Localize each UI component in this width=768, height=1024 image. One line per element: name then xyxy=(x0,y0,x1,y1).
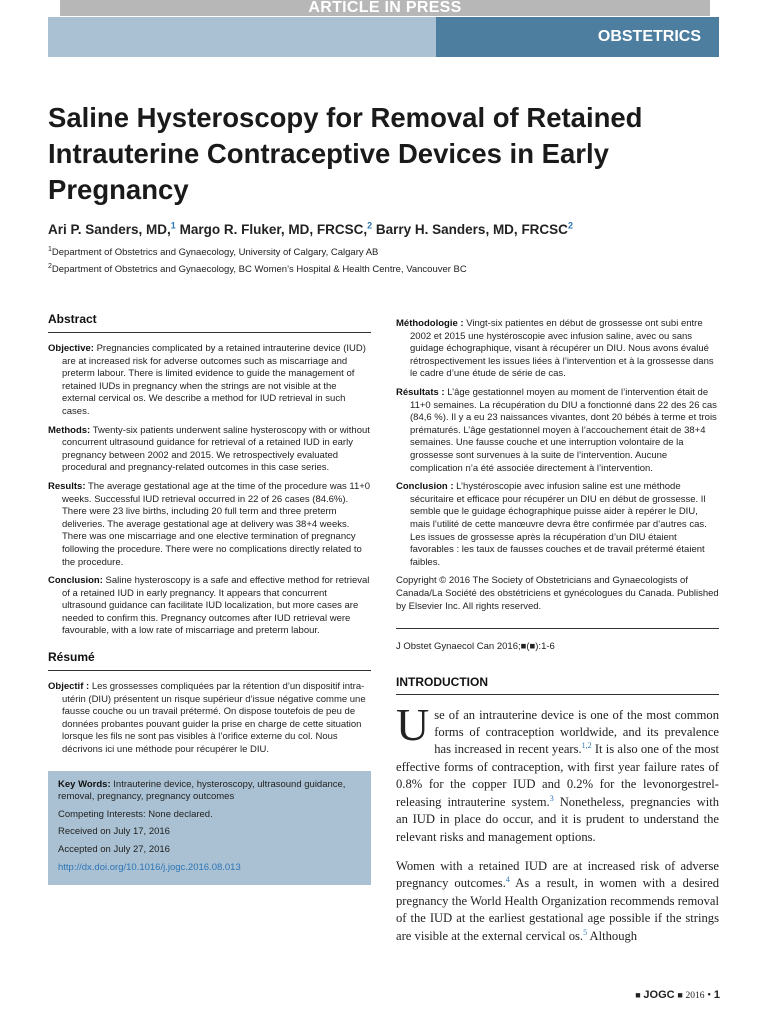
affiliation-text: Department of Obstetrics and Gynaecology, BC Women’s Hospital & Health Centre, Vancouver BC xyxy=(51,264,467,275)
intro-text: As a result, in women with a desired pregnancy the World Health Organization recommends removal of the IUD at the earliest gestational age possible if the strings are visible at the external cervical os. xyxy=(396,876,720,943)
paragraph-label: Conclusion: xyxy=(48,575,103,587)
page-footer xyxy=(635,989,720,1001)
drop-cap: U xyxy=(396,698,430,750)
copyright-notice: Copyright © 2016 The Society of Obstetricians and Gynaecologists of Canada/La Société des obstétriciens et gynécologues du Canada. Published by Elsevier Inc. All rights reserved. xyxy=(396,575,719,612)
footer-bullet: • xyxy=(707,989,712,1001)
divider xyxy=(396,628,719,629)
footer-square: ■ xyxy=(677,990,683,1000)
abstract-methods xyxy=(48,425,371,475)
journal-abbrev: JOGC xyxy=(643,989,675,1001)
affiliation-2 xyxy=(48,264,718,275)
affiliation-marker: 2 xyxy=(367,220,373,231)
paragraph-label: Methods: xyxy=(48,424,91,436)
paragraph-label: Objective: xyxy=(48,343,94,354)
paragraph-label: Objectif : xyxy=(48,681,90,693)
section-label: OBSTETRICS xyxy=(436,17,719,57)
paragraph-label: Results: xyxy=(48,480,86,492)
affiliation-marker: 2 xyxy=(567,220,573,231)
page-number: 1 xyxy=(713,989,720,1001)
footer-year: 2016 xyxy=(685,991,705,1001)
affiliation-marker: 1 xyxy=(170,220,176,231)
citation-ref[interactable]: 5 xyxy=(583,927,588,937)
paragraph-label: Conclusion : xyxy=(396,481,454,493)
resume-heading: Résumé xyxy=(48,650,371,671)
keywords-text: Intrauterine device, hysteroscopy, ultrasound guidance, removal, pregnancy, pregnancy outcomes xyxy=(58,778,346,803)
paragraph-text: Saline hysteroscopy is a safe and effective method for retrieval of a retained IUD in early pregnancy. It appears that concurrent ultrasound guidance can facilitate IUD localization, but more cases are needed to confirm this. Pregnancy outcomes after IUD retrieval were favourable, with a low rate of miscarriage and preterm labour. xyxy=(62,575,370,637)
intro-paragraph-1 xyxy=(396,698,719,846)
author-name: Margo R. Fluker, MD, FRCSC, xyxy=(179,222,368,237)
abstract-results xyxy=(48,481,371,569)
affiliation-text: Department of Obstetrics and Gynaecology, University of Calgary, Calgary AB xyxy=(51,247,379,258)
section-header-bar xyxy=(48,17,719,57)
keywords-line xyxy=(58,779,361,804)
intro-text: se of an intrauterine device is one of the most common forms of contraception worldwide, and its prevalence has increased in recent years. xyxy=(434,707,719,757)
resume-methodologie xyxy=(396,318,719,381)
intro-text: Although xyxy=(587,928,638,943)
citation-ref[interactable]: 1,2 xyxy=(581,741,592,751)
article-title: Saline Hysteroscopy for Removal of Retained Intrauterine Contraceptive Devices in Early Pregnancy xyxy=(48,102,643,205)
intro-text: Nonetheless, pregnancies with an IUD in place do occur, and it is prudent to understand the relevant risks and management options. xyxy=(396,794,719,844)
accepted-date: Accepted on July 27, 2016 xyxy=(58,844,170,855)
author-name: Barry H. Sanders, MD, FRCSC xyxy=(375,222,568,237)
resume-conclusion xyxy=(396,481,719,569)
paragraph-label: Résultats : xyxy=(396,386,445,398)
paragraph-text: Twenty-six patients underwent saline hysteroscopy with or without concurrent ultrasound guidance for retrieval of a retained IUD in early pregnancy between 2002 and 2015. We retrospectively evaluated procedural and pregnancy-related outcomes in this case series. xyxy=(62,424,370,474)
footer-square: ■ xyxy=(635,990,641,1000)
received-date: Received on July 17, 2016 xyxy=(58,826,170,838)
introduction-body xyxy=(396,698,720,945)
right-column xyxy=(396,318,719,945)
author-name: Ari P. Sanders, MD, xyxy=(48,222,171,237)
author-list xyxy=(48,222,718,237)
competing-interests: Competing Interests: None declared. xyxy=(58,808,213,820)
paragraph-text: The average gestational age at the time of the procedure was 11+0 weeks. Successful IUD retrieval occurred in 22 of 26 cases (84.6%). There were 23 live births, including 20 full term and three preterm deliveries. The average gestational age at delivery was 38+4 weeks. There was one miscarriage and one elective termination of pregnancy following the procedure. There were no complications directly related to the procedure. xyxy=(62,480,371,568)
affiliation-1 xyxy=(48,247,718,258)
paragraph-label: Méthodologie : xyxy=(396,318,464,329)
paragraph-text: L’âge gestationnel moyen au moment de l’intervention était de 11+0 semaines. La récupération du DIU a fonctionné dans 22 des 26 cas (84,6 %). Il y a eu 23 naissances vivantes, dont 20 bébés à terme et trois prématurés. L’âge gestationnel moyen à l’accouchement était de 38+4 semaines. Une fausse couche et une interruption volontaire de la grossesse sont survenues à la suite de l’intervention. Aucune complication n’a été associée directement à l’intervention. xyxy=(410,386,717,474)
left-column xyxy=(48,312,371,885)
keywords-box xyxy=(48,771,371,886)
affiliation-number: 2 xyxy=(48,262,52,270)
intro-text: Women with a retained IUD are at increased risk of adverse pregnancy outcomes. xyxy=(396,858,719,891)
article-in-press-banner: ARTICLE IN PRESS xyxy=(60,0,710,16)
paragraph-text: L’hystéroscopie avec infusion saline est une méthode sécuritaire et efficace pour récupérer un DIU en début de grossesse. Il semble que le guidage échographique puisse aider à repérer le DIU, mais l’utilité de cette manœuvre devra être confirmée par d’autres cas. Les issues de grossesse après la récupération d’un DIU étaient favorables : les taux de fausses couches et de travail prétermé étaient faibles. xyxy=(410,481,707,568)
paragraph-text: Pregnancies complicated by a retained intrauterine device (IUD) are at increased risk for adverse outcomes such as miscarriage and preterm labour. There is limited evidence to guide the management of retained IUDs in pregnancy when the strings are not visible at the external cervical os. We describe a method for IUD retrieval in such cases. xyxy=(62,343,366,417)
citation-ref[interactable]: 4 xyxy=(505,875,510,885)
resume-resultats xyxy=(396,387,719,475)
resume-objectif xyxy=(48,681,371,757)
paragraph-text: Les grossesses compliquées par la rétention d’un dispositif intra-utérin (DIU) présentent un risque supérieur d’issue négative comme une fausse couche ou un travail prétermé. On dispose toutefois de peu de données probantes pouvant guider la prise en charge de cette situation lorsque les fils ne sont pas visibles à l’orifice externe du col. Nous décrivons ici une méthode pour récupérer le DIU. xyxy=(62,681,366,756)
journal-citation: J Obstet Gynaecol Can 2016;■(■):1-6 xyxy=(396,640,555,652)
introduction-heading: INTRODUCTION xyxy=(396,675,719,695)
keywords-label: Key Words: xyxy=(58,778,111,790)
intro-paragraph-2 xyxy=(396,858,719,945)
abstract-objective xyxy=(48,343,371,419)
paragraph-text: Vingt-six patientes en début de grossesse ont subi entre 2002 et 2015 une hystéroscopie avec infusion saline, avec ou sans guidage échographique, visant à récupérer un DIU. Nous avons évalué rétrospectivement les issues liées à l’intervention et à la grossesse dans le cadre d’une étude de série de cas. xyxy=(410,318,714,380)
affiliation-number: 1 xyxy=(48,245,52,253)
abstract-heading: Abstract xyxy=(48,312,371,333)
intro-text: It is also one of the most effective forms of contraception, with first year failure rates of 0.8% for the copper IUD and 0.2% for the levonorgestrel-releasing intrauterine system. xyxy=(396,742,719,809)
abstract-conclusion xyxy=(48,575,371,638)
citation-ref[interactable]: 3 xyxy=(549,793,554,803)
doi-link[interactable]: http://dx.doi.org/10.1016/j.jogc.2016.08.013 xyxy=(58,861,241,873)
